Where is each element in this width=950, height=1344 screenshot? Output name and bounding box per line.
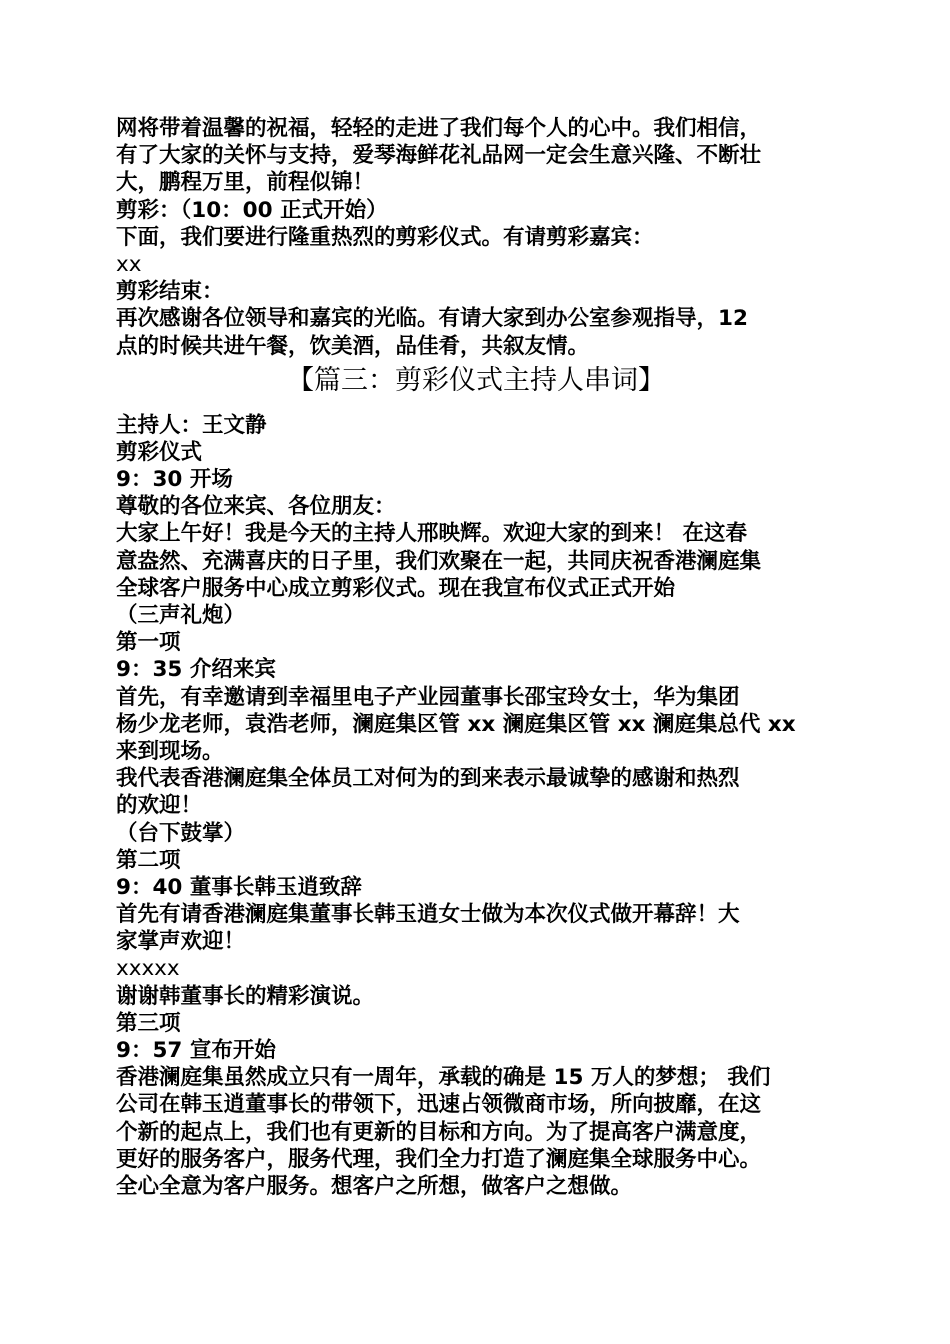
text-line: 网将带着温馨的祝福，轻轻的走进了我们每个人的心中。我们相信， [116,116,762,141]
text-line: 杨少龙老师，袁浩老师，澜庭集区管 xx 澜庭集区管 xx 澜庭集总代 xx [116,711,796,737]
text-line: 剪彩：（10：00 正式开始） [116,197,388,223]
text-line: 香港澜庭集虽然成立只有一周年，承载的确是 15 万人的梦想； 我们 [116,1065,771,1091]
text-line: 剪彩结束： [116,279,224,305]
document-body [116,115,836,1200]
section-heading: 【篇三：剪彩仪式主持人串词】 [287,364,665,396]
text-line: （三声礼炮） [116,603,246,628]
text-line: 来到现场。 [116,738,224,764]
text-line: 更好的服务客户，服务代理，我们全力打造了澜庭集全球服务中心。 [116,1146,762,1172]
text-line: 谢谢韩董事长的精彩演说。 [116,983,375,1009]
text-line: 全心全意为客户服务。想客户之所想，做客户之想做。 [116,1173,633,1199]
text-line: 再次感谢各位领导和嘉宾的光临。有请大家到办公室参观指导，12 [116,306,748,332]
section-bottom [116,412,836,1200]
text-line: 首先有请香港澜庭集董事长韩玉逍女士做为本次仪式做开幕辞！大 [116,902,740,928]
text-line: 家掌声欢迎！ [116,929,246,955]
text-line: 第三项 [116,1010,181,1036]
text-line: 9：57 宣布开始 [116,1038,276,1063]
text-line: 下面，我们要进行隆重热烈的剪彩仪式。有请剪彩嘉宾： [116,224,654,250]
text-line: 9：30 开场 [116,467,233,493]
section-top [116,115,836,360]
text-line: 的欢迎！ [116,793,203,819]
text-line: 大，鹏程万里，前程似锦！ [116,170,375,196]
text-line: 9：35 介绍来宾 [116,657,276,683]
text-line: 意盎然、充满喜庆的日子里，我们欢聚在一起，共同庆祝香港澜庭集 [116,548,762,574]
text-line: 尊敬的各位来宾、各位朋友： [116,494,396,520]
text-line: 全球客户服务中心成立剪彩仪式。现在我宣布仪式正式开始 [116,575,676,601]
text-line: 9：40 董事长韩玉逍致辞 [116,874,362,900]
text-line: xxxxx [116,956,180,982]
text-line: 剪彩仪式 [116,439,203,465]
text-line: （台下鼓掌） [116,820,246,846]
text-line: 大家上午好！我是今天的主持人邢映辉。欢迎大家的到来！ 在这春 [116,521,747,547]
text-line: 主持人：王文静 [116,412,267,438]
text-line: xx [116,251,142,277]
text-line: 点的时候共进午餐，饮美酒，品佳肴，共叙友情。 [116,333,590,359]
text-line: 第一项 [116,630,181,656]
text-line: 我代表香港澜庭集全体员工对何为的到来表示最诚挚的感谢和热烈 [116,766,740,792]
text-line: 首先，有幸邀请到幸福里电子产业园董事长邵宝玲女士，华为集团 [116,684,740,710]
text-line: 个新的起点上，我们也有更新的目标和方向。为了提高客户满意度， [116,1119,762,1145]
text-line: 公司在韩玉逍董事长的带领下，迅速占领微商市场，所向披靡，在这 [116,1092,762,1118]
text-line: 第二项 [116,847,181,873]
text-line: 有了大家的关怀与支持，爱琴海鲜花礼品网一定会生意兴隆、不断壮 [116,143,762,169]
